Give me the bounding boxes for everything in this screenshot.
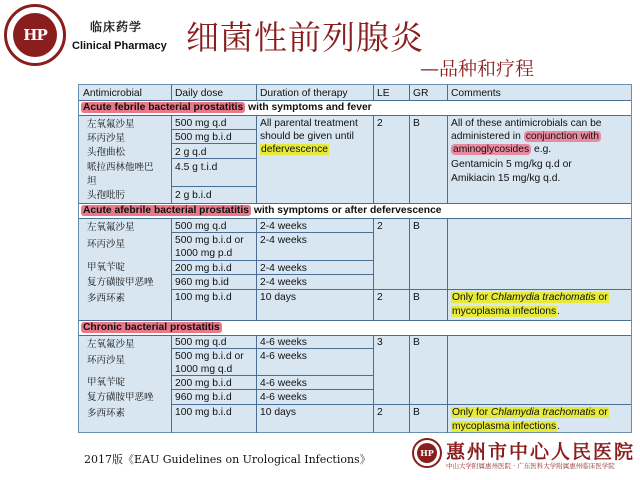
col-comments: Comments: [451, 88, 501, 99]
grid-line: [447, 335, 448, 433]
dose: 1000 mg q.d: [175, 364, 233, 375]
grid-line: [256, 335, 257, 433]
duration: 4-6 weeks: [260, 337, 307, 348]
grid-line: [373, 335, 374, 433]
grid-line: [79, 100, 631, 101]
page-subtitle: —品种和疗程: [420, 58, 535, 80]
section-label: Acute afebrile bacterial prostatitis: [83, 205, 249, 216]
page-title: 细菌性前列腺炎: [186, 18, 424, 57]
dose: 500 mg b.i.d or: [175, 235, 244, 246]
grid-line: [171, 158, 256, 159]
section-label: Chronic bacterial prostatitis: [83, 322, 220, 333]
duration: should be given until: [260, 131, 354, 142]
drug-name: 环丙沙星: [87, 133, 126, 144]
duration: 4-6 weeks: [260, 392, 307, 403]
grid-line: [171, 260, 373, 261]
le-value: 2: [377, 221, 383, 232]
grid-line: [171, 218, 172, 320]
drug-name: 甲氧苄啶: [87, 377, 126, 388]
dose: 1000 mg p.d: [175, 248, 233, 259]
grid-line: [171, 186, 256, 187]
clinical-pharmacy-logo: [4, 4, 66, 66]
drug-name: 哌拉西林他唑巴: [87, 162, 154, 173]
comment-line: All of these antimicrobials can be: [451, 118, 602, 129]
drug-name: 多西环素: [87, 408, 126, 419]
logo-mark: HP: [13, 13, 57, 57]
hospital-name: 惠州市中心人民医院: [446, 441, 636, 463]
grid-line: [373, 85, 374, 100]
antibiotic-table: [78, 84, 632, 433]
drug-name: 环丙沙星: [87, 355, 126, 366]
section-header-acute-afebrile: [79, 204, 631, 218]
le-value: 2: [377, 407, 383, 418]
dose: 500 mg b.i.d or: [175, 351, 244, 362]
col-le: LE: [377, 88, 390, 99]
drug-name: 坦: [87, 176, 97, 187]
grid-line: [79, 335, 631, 336]
comment-line: mycoplasma infections.: [452, 306, 561, 317]
duration: 4-6 weeks: [260, 378, 307, 389]
grid-line: [171, 274, 373, 275]
dose: 2 g b.i.d: [175, 190, 212, 201]
grid-line: [171, 404, 631, 405]
grid-line: [409, 85, 410, 100]
grid-line: [171, 335, 172, 433]
dose: 960 mg b.id: [175, 277, 229, 288]
grid-line: [373, 218, 374, 320]
hospital-logo: [412, 438, 442, 468]
col-daily-dose: Daily dose: [175, 88, 224, 99]
gr-value: B: [413, 118, 420, 129]
section-label-rest: with symptoms or after defervescence: [250, 205, 442, 216]
grid-line: [171, 375, 373, 376]
duration: [260, 143, 329, 156]
dose: 200 mg b.i.d: [175, 263, 232, 274]
brand-en: Clinical Pharmacy: [72, 40, 167, 52]
comment-line: mycoplasma infections.: [452, 421, 561, 432]
duration: 2-4 weeks: [260, 221, 307, 232]
duration: 2-4 weeks: [260, 277, 307, 288]
comment-line: Only for Chlamydia trachomatis or: [452, 292, 608, 303]
comment-highlight: aminoglycosides: [453, 144, 530, 155]
drug-name: 左氧氟沙星: [87, 119, 135, 130]
grid-line: [171, 85, 172, 100]
drug-name: 复方磺胺甲恶唑: [87, 277, 154, 288]
brand-cn: 临床药学: [90, 20, 143, 34]
comment-line: aminoglycosides e.g.: [453, 144, 552, 155]
duration: 2-4 weeks: [260, 263, 307, 274]
duration-highlight: defervescence: [261, 144, 328, 155]
grid-line: [447, 85, 448, 100]
grid-line: [171, 348, 373, 349]
le-value: 2: [377, 292, 383, 303]
gr-value: B: [413, 407, 420, 418]
section-label-rest: with symptoms and fever: [245, 102, 372, 113]
grid-line: [79, 320, 631, 321]
le-value: 2: [377, 118, 383, 129]
hospital-logo-mark: HP: [417, 443, 437, 463]
duration: 2-4 weeks: [260, 235, 307, 246]
drug-name: 头孢曲松: [87, 147, 126, 158]
dose: 500 mg q.d: [175, 221, 227, 232]
grid-line: [409, 335, 410, 433]
grid-line: [256, 115, 257, 203]
drug-name: 甲氧苄啶: [87, 262, 126, 273]
drug-name: 左氧氟沙星: [87, 339, 135, 350]
comment-line: administered in conjunction with: [451, 131, 599, 142]
grid-line: [447, 115, 448, 203]
grid-line: [79, 115, 631, 116]
grid-line: [171, 232, 373, 233]
grid-line: [409, 218, 410, 320]
le-value: 3: [377, 337, 383, 348]
section-label: Acute febrile bacterial prostatitis: [83, 102, 244, 113]
duration: 4-6 weeks: [260, 351, 307, 362]
comment-line: Amikiacin 15 mg/kg q.d.: [451, 173, 561, 184]
dose: 500 mg q.d: [175, 118, 227, 129]
col-gr: GR: [413, 88, 429, 99]
col-antimicrobial: Antimicrobial: [83, 88, 142, 99]
drug-name: 多西环素: [87, 293, 126, 304]
dose: 500 mg b.i.d: [175, 132, 232, 143]
grid-line: [171, 389, 373, 390]
drug-name: 左氧氟沙星: [87, 222, 135, 233]
source-citation: 2017版《EAU Guidelines on Urological Infections》: [84, 453, 371, 466]
section-header-acute-febrile: [79, 101, 631, 115]
grid-line: [171, 289, 631, 290]
gr-value: B: [413, 221, 420, 232]
drug-name: 头孢吡肟: [87, 190, 126, 201]
col-duration: Duration of therapy: [260, 88, 348, 99]
dose: 2 g q.d: [175, 147, 207, 158]
duration: 10 days: [260, 407, 297, 418]
grid-line: [171, 129, 256, 130]
grid-line: [256, 218, 257, 320]
comment-line: Gentamicin 5 mg/kg q.d or: [451, 159, 572, 170]
duration: 10 days: [260, 292, 297, 303]
section-header-chronic: [79, 321, 631, 335]
grid-line: [256, 85, 257, 100]
dose: 200 mg b.i.d: [175, 378, 232, 389]
grid-line: [373, 115, 374, 203]
dose: 100 mg b.i.d: [175, 407, 232, 418]
dose: 100 mg b.i.d: [175, 292, 232, 303]
grid-line: [447, 218, 448, 320]
comment-line: Only for Chlamydia trachomatis or: [452, 407, 608, 418]
dose: 960 mg b.i.d: [175, 392, 232, 403]
grid-line: [79, 218, 631, 219]
dose: 4.5 g t.i.d: [175, 162, 218, 173]
grid-line: [171, 143, 256, 144]
drug-name: 环丙沙星: [87, 239, 126, 250]
grid-line: [79, 203, 631, 204]
hospital-subtitle: 中山大学附属惠州医院 · 广东医科大学附属惠州临床医学院: [446, 462, 615, 470]
duration: All parental treatment: [260, 118, 358, 129]
drug-name: 复方磺胺甲恶唑: [87, 392, 154, 403]
comment-highlight: conjunction with: [525, 131, 599, 142]
grid-line: [409, 115, 410, 203]
gr-value: B: [413, 292, 420, 303]
dose: 500 mg q.d: [175, 337, 227, 348]
gr-value: B: [413, 337, 420, 348]
